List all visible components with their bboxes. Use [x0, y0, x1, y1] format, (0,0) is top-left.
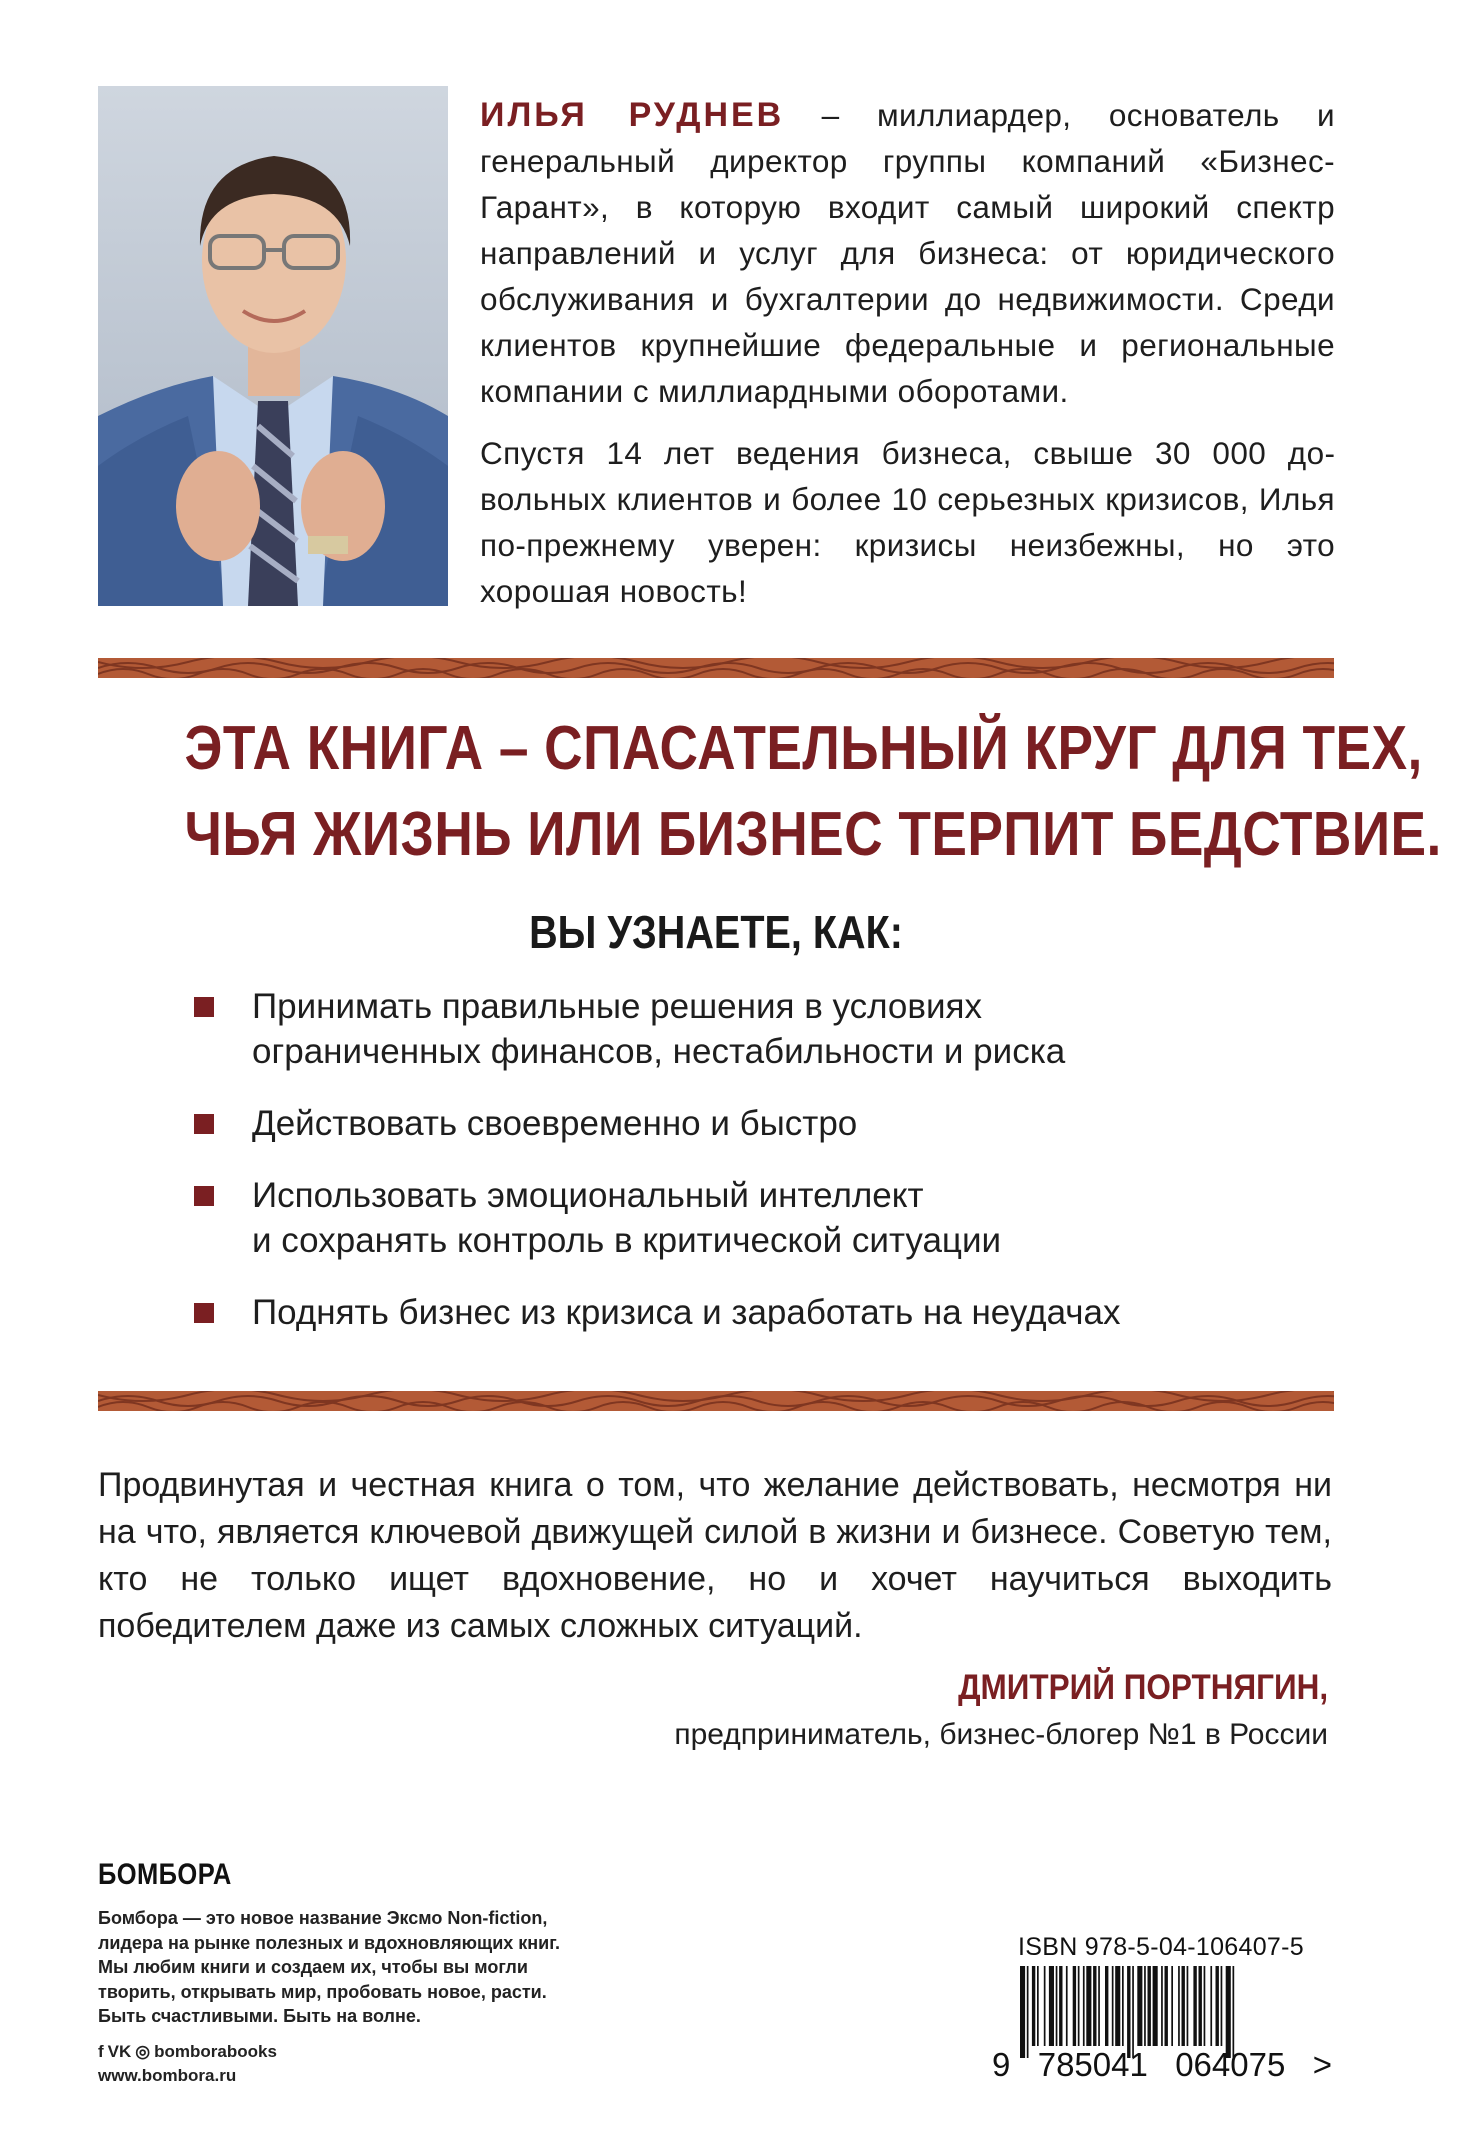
headline-line: ЧЬЯ ЖИЗНЬ ИЛИ БИЗНЕС ТЕРПИТ БЕДСТВИЕ. — [184, 800, 1442, 869]
publisher-logo: БОМБОРА — [98, 1858, 232, 1891]
barcode-bar — [1221, 1966, 1223, 2046]
barcode-bar — [1093, 1966, 1096, 2046]
barcode-bar — [1204, 1966, 1206, 2046]
barcode-bar — [1098, 1966, 1100, 2046]
barcode-bar — [1056, 1966, 1058, 2046]
barcode-bar — [1148, 1966, 1151, 2046]
decorative-band — [98, 658, 1334, 678]
publisher-description-line: творить, открывать мир, пробовать новое, расти. — [98, 1981, 547, 2002]
barcode-bar — [1187, 1966, 1189, 2046]
barcode-bar — [1105, 1966, 1108, 2046]
list-item — [190, 1290, 1290, 1335]
publisher-description-line: Мы любим книги и создаем их, чтобы вы могли — [98, 1957, 528, 1977]
barcode-bar — [1020, 1966, 1025, 2058]
author-bio-second: Спустя 14 лет ведения бизнеса, свыше 30 000 довольных клиентов и более 10 серьезных кризисов, Илья по-прежнему уверен: кризисы неизбежны, но это хорошая новость! — [480, 435, 1335, 609]
list-item-text: Использовать эмоциональный интеллект и сохранять контроль в критической ситуации — [252, 1176, 1002, 1260]
publisher-description-line: Бомбора — это новое название Эксмо Non-fiction, — [98, 1908, 548, 1928]
headline — [184, 706, 1442, 878]
barcode-bar — [1073, 1966, 1076, 2046]
publisher-description — [98, 1906, 658, 2029]
social-handle: bomborabooks — [154, 2042, 277, 2061]
vk-icon: VK — [107, 2042, 132, 2061]
barcode-bar — [1171, 1966, 1173, 2046]
quote-author: ДМИТРИЙ ПОРТНЯГИН, — [958, 1668, 1328, 1707]
barcode-bar — [1226, 1966, 1231, 2058]
publisher-description-line: лидера на рынке полезных и вдохновляющих книг. — [98, 1932, 560, 1953]
barcode-bar — [1049, 1966, 1054, 2046]
barcode-bar — [1032, 1966, 1035, 2046]
barcode-bar — [1027, 1966, 1029, 2058]
barcode-bar — [1066, 1966, 1068, 2046]
list-item — [190, 1101, 1290, 1146]
benefits-list — [190, 984, 1290, 1335]
square-bullet-icon — [194, 1186, 214, 1206]
barcode-bar — [1178, 1966, 1180, 2046]
instagram-icon: ◎ — [135, 2042, 151, 2061]
square-bullet-icon — [194, 997, 214, 1017]
publisher-description-line: Быть счастливыми. Быть на волне. — [98, 2006, 421, 2026]
isbn-label: ISBN 978-5-04-106407-5 — [1018, 1933, 1304, 1961]
learn-title: ВЫ УЗНАЕТЕ, КАК: — [529, 906, 903, 958]
barcode-digit-group: 9 — [992, 2046, 1011, 2083]
barcode-digit-group: 064075 — [1175, 2046, 1286, 2083]
barcode-digit-group: 785041 — [1037, 2046, 1148, 2083]
barcode-bar — [1182, 1966, 1185, 2046]
author-name: ИЛЬЯ РУДНЕВ — [480, 96, 785, 134]
barcode-digit-group: > — [1312, 2046, 1332, 2083]
barcode-bar — [1132, 1966, 1134, 2058]
decorative-band — [98, 1391, 1334, 1411]
barcode-bar — [1137, 1966, 1142, 2046]
barcode-bar — [1193, 1966, 1196, 2046]
barcode-bar — [1115, 1966, 1120, 2046]
barcode — [1018, 1966, 1318, 2058]
list-item — [190, 1173, 1290, 1263]
square-bullet-icon — [194, 1303, 214, 1323]
author-photo — [98, 86, 448, 606]
quote-author-role: предприниматель, бизнес-блогер №1 в России — [674, 1718, 1328, 1751]
barcode-bar — [1210, 1966, 1212, 2046]
barcode-bar — [1161, 1966, 1163, 2046]
headline-line: ЭТА КНИГА – СПАСАТЕЛЬНЫЙ КРУГ ДЛЯ ТЕХ, — [184, 714, 1423, 783]
list-item — [190, 984, 1290, 1074]
barcode-bar — [1122, 1966, 1124, 2046]
list-item-text: Поднять бизнес из кризиса и заработать на неудачах — [252, 1293, 1121, 1332]
barcode-bar — [1199, 1966, 1202, 2046]
barcode-bar — [1083, 1966, 1085, 2046]
barcode-bar — [1044, 1966, 1046, 2046]
barcode-bar — [1153, 1966, 1158, 2046]
barcode-bar — [1078, 1966, 1080, 2046]
barcode-bar — [1086, 1966, 1091, 2046]
author-bio — [480, 92, 1335, 614]
list-item-text: Действовать своевременно и быстро — [252, 1104, 858, 1143]
publisher-site: www.bombora.ru — [98, 2066, 237, 2085]
list-item-text: Принимать правильные решения в условиях ограниченных финансов, нестабильности и риска — [252, 987, 1066, 1071]
social-links — [98, 2042, 277, 2062]
barcode-bar — [1059, 1966, 1062, 2046]
barcode-bar — [1233, 1966, 1235, 2058]
author-bio-text: – миллиардер, основатель и генеральный директор группы компаний «Бизнес-Гарант», в которую входит самый широкий спектр направлений и услуг для бизнеса: от юридического обслуживания и бухгалтерии до недвижимости. Среди клиентов крупнейшие федеральные и региональные компании с миллиардными оборотами. — [480, 97, 1335, 409]
square-bullet-icon — [194, 1114, 214, 1134]
barcode-bar — [1144, 1966, 1146, 2046]
barcode-bar — [1165, 1966, 1168, 2046]
author-bio-paragraph — [480, 92, 1335, 414]
barcode-bar — [1112, 1966, 1114, 2046]
endorsement-quote: Продвинутая и честная книга о том, что желание действовать, несмотря ни на что, является ключевой движущей силой в жизни и бизнесе. Советую тем, кто не только ищет вдохновение, но и хочет научиться выходить победителем даже из самых сложных ситуаций. — [98, 1466, 1332, 1645]
barcode-digits — [992, 2046, 1332, 2084]
facebook-icon: f — [98, 2042, 104, 2061]
barcode-bar — [1037, 1966, 1039, 2046]
barcode-bar — [1216, 1966, 1219, 2046]
barcode-bar — [1127, 1966, 1130, 2058]
